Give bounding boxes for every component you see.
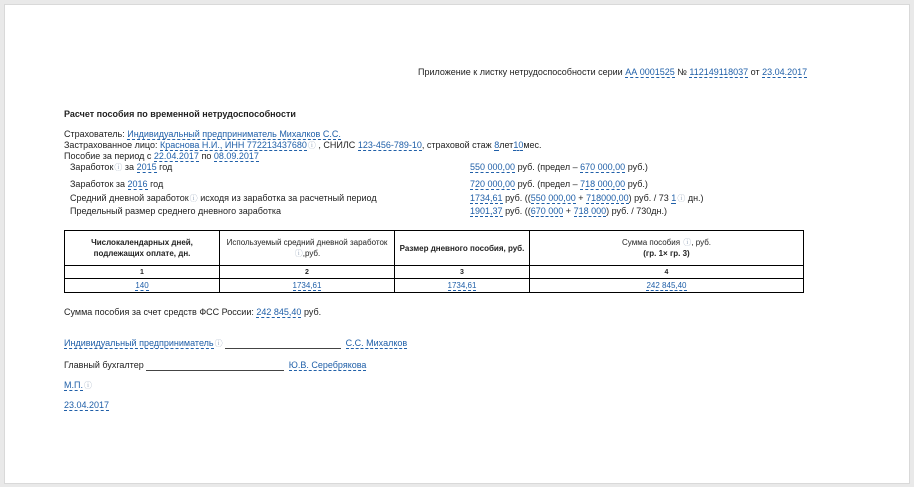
info-icon[interactable]: ⓘ <box>677 194 686 203</box>
daily-cell <box>395 279 530 293</box>
avg-b[interactable]: 718000,00 <box>586 193 629 203</box>
avg-label2: исходя из заработка за расчетный период <box>200 193 377 203</box>
accountant-signature-row <box>64 360 366 371</box>
earn2-label: Заработок за <box>70 179 126 189</box>
insured-name[interactable]: Краснова Н.И., ИНН 772213437680 <box>159 140 307 150</box>
earn1-for: за <box>124 162 135 172</box>
sick-leave-series[interactable]: АА 0001525 <box>625 67 675 77</box>
col-number: 1 <box>65 266 220 279</box>
max-label-row <box>70 206 281 216</box>
max-b[interactable]: 718 000 <box>573 206 607 216</box>
info-icon[interactable]: ⓘ <box>114 163 123 172</box>
earn1-end: руб.) <box>627 162 648 172</box>
col-number: 4 <box>530 266 804 279</box>
max-label: Предельный размер среднего дневного заработка <box>70 206 281 216</box>
insured-label: Застрахованное лицо: <box>64 140 158 150</box>
max-a[interactable]: 670 000 <box>530 206 564 216</box>
years-label: лет <box>499 140 514 150</box>
header-prefix: Приложение к листку нетрудоспособности серии <box>418 67 623 77</box>
benefit-table <box>64 230 804 293</box>
col-avg-header-text: Используемый средний дневной заработок <box>226 238 388 247</box>
sum-label: Сумма пособия за счет средств ФСС России: <box>64 307 254 317</box>
insured-row <box>64 140 542 151</box>
avg-cell <box>220 279 395 293</box>
table-number-row <box>65 266 804 279</box>
col-avg-header-tail: ,руб. <box>302 249 321 258</box>
table-header-row <box>65 231 804 266</box>
document-sheet <box>4 4 910 484</box>
period-label: Пособие за период с <box>64 151 152 161</box>
earn1-limit[interactable]: 670 000,00 <box>580 162 626 172</box>
days-cell <box>65 279 220 293</box>
number-sign: № <box>677 67 687 77</box>
avg-value-row <box>470 193 704 204</box>
period-from[interactable]: 22.04.2017 <box>153 151 199 161</box>
earn2-label-row <box>70 179 163 189</box>
col-avg-header <box>220 231 395 266</box>
col-number: 3 <box>395 266 530 279</box>
sum-value[interactable]: 242 845,40 <box>256 307 302 317</box>
avg-label-row <box>70 193 377 204</box>
ip-label[interactable]: Индивидуальный предприниматель <box>64 338 214 348</box>
avg-p1: руб. (( <box>505 193 531 203</box>
period-row <box>64 151 259 161</box>
ip-signature-line <box>225 348 341 349</box>
max-p2: ) руб. / 730дн.) <box>606 206 668 216</box>
sum-row <box>64 307 321 317</box>
sum-cell <box>530 279 804 293</box>
months-label: мес. <box>523 140 542 150</box>
info-icon[interactable]: ⓘ <box>83 381 92 390</box>
col-days-header: Числокалендарных дней, подлежащих оплате, дн. <box>65 231 220 266</box>
col-sum-header-text: Сумма пособия <box>622 238 681 247</box>
earn1-year[interactable]: 2015 <box>136 162 157 172</box>
benefit-sum-value[interactable]: 242 845,40 <box>646 281 687 290</box>
header-line <box>418 67 807 77</box>
accountant-name[interactable]: Ю.В. Серебрякова <box>288 360 367 370</box>
max-p1: руб. (( <box>505 206 531 216</box>
avg-p2: ) руб. / 73 <box>628 193 669 203</box>
ip-signature-row <box>64 338 407 349</box>
avg-a[interactable]: 550 000,00 <box>530 193 576 203</box>
avg-c[interactable]: 1 <box>671 193 677 203</box>
avg-plus: + <box>578 193 584 203</box>
earn2-year-label: год <box>150 179 164 189</box>
col-sum-header <box>530 231 804 266</box>
days-value[interactable]: 140 <box>135 281 149 290</box>
earn2-limit[interactable]: 718 000,00 <box>580 179 626 189</box>
stazh-years[interactable]: 8 <box>494 140 500 150</box>
earn1-label-row <box>70 162 172 173</box>
avg-value[interactable]: 1734,61 <box>470 193 503 203</box>
from-label: от <box>750 67 760 77</box>
info-icon[interactable]: ⓘ <box>683 238 692 247</box>
col-daily-header: Размер дневного пособия, руб. <box>395 231 530 266</box>
sick-leave-number[interactable]: 112149118037 <box>689 67 749 77</box>
earn2-value[interactable]: 720 000,00 <box>470 179 516 189</box>
max-value-row <box>470 206 667 216</box>
earn1-tail: руб. (предел – <box>517 162 578 172</box>
date-row <box>64 400 109 410</box>
sum-unit: руб. <box>303 307 322 317</box>
stamp-place[interactable]: М.П. <box>64 380 83 390</box>
sick-leave-date[interactable]: 23.04.2017 <box>762 67 808 77</box>
snils-value[interactable]: 123-456-789-10 <box>357 140 422 150</box>
info-icon[interactable]: ⓘ <box>214 339 223 348</box>
daily-benefit-value[interactable]: 1734,61 <box>447 281 477 290</box>
accountant-label: Главный бухгалтер <box>64 360 144 370</box>
earn1-label: Заработок <box>70 162 114 172</box>
table-row <box>65 279 804 293</box>
earn2-end: руб.) <box>627 179 648 189</box>
insurer-row <box>64 129 341 139</box>
info-icon[interactable]: ⓘ <box>189 194 198 203</box>
col-number: 2 <box>220 266 395 279</box>
avg-earning-value[interactable]: 1734,61 <box>292 281 322 290</box>
earn1-value[interactable]: 550 000,00 <box>470 162 516 172</box>
info-icon[interactable]: ⓘ <box>307 141 316 150</box>
avg-label: Средний дневной заработок <box>70 193 189 203</box>
stazh-months[interactable]: 10 <box>513 140 524 150</box>
avg-p3: дн.) <box>687 193 704 203</box>
period-to-label: по <box>201 151 212 161</box>
period-to[interactable]: 08.09.2017 <box>213 151 259 161</box>
earn2-year[interactable]: 2016 <box>127 179 148 189</box>
accountant-signature-line <box>146 370 284 371</box>
earn1-value-row <box>470 162 648 172</box>
earn2-value-row <box>470 179 648 189</box>
snils-label: , СНИЛС <box>318 140 356 150</box>
insurer-label: Страхователь: <box>64 129 125 139</box>
stazh-label: , страховой стаж <box>421 140 492 150</box>
insurer-value[interactable]: Индивидуальный предприниматель Михалков С.С. <box>127 129 341 139</box>
max-value[interactable]: 1901,37 <box>470 206 503 216</box>
max-plus: + <box>565 206 572 216</box>
stamp-row <box>64 380 92 391</box>
col-sum-formula: (гр. 1× гр. 3) <box>643 249 690 258</box>
info-icon[interactable]: ⓘ <box>294 249 303 258</box>
earn1-year-label: год <box>159 162 173 172</box>
earn2-tail: руб. (предел – <box>517 179 578 189</box>
document-title: Расчет пособия по временной нетрудоспособности <box>64 109 296 119</box>
col-sum-header-tail: , руб. <box>691 238 711 247</box>
ip-name[interactable]: С.С. Михалков <box>345 338 408 348</box>
signature-date[interactable]: 23.04.2017 <box>64 400 110 410</box>
